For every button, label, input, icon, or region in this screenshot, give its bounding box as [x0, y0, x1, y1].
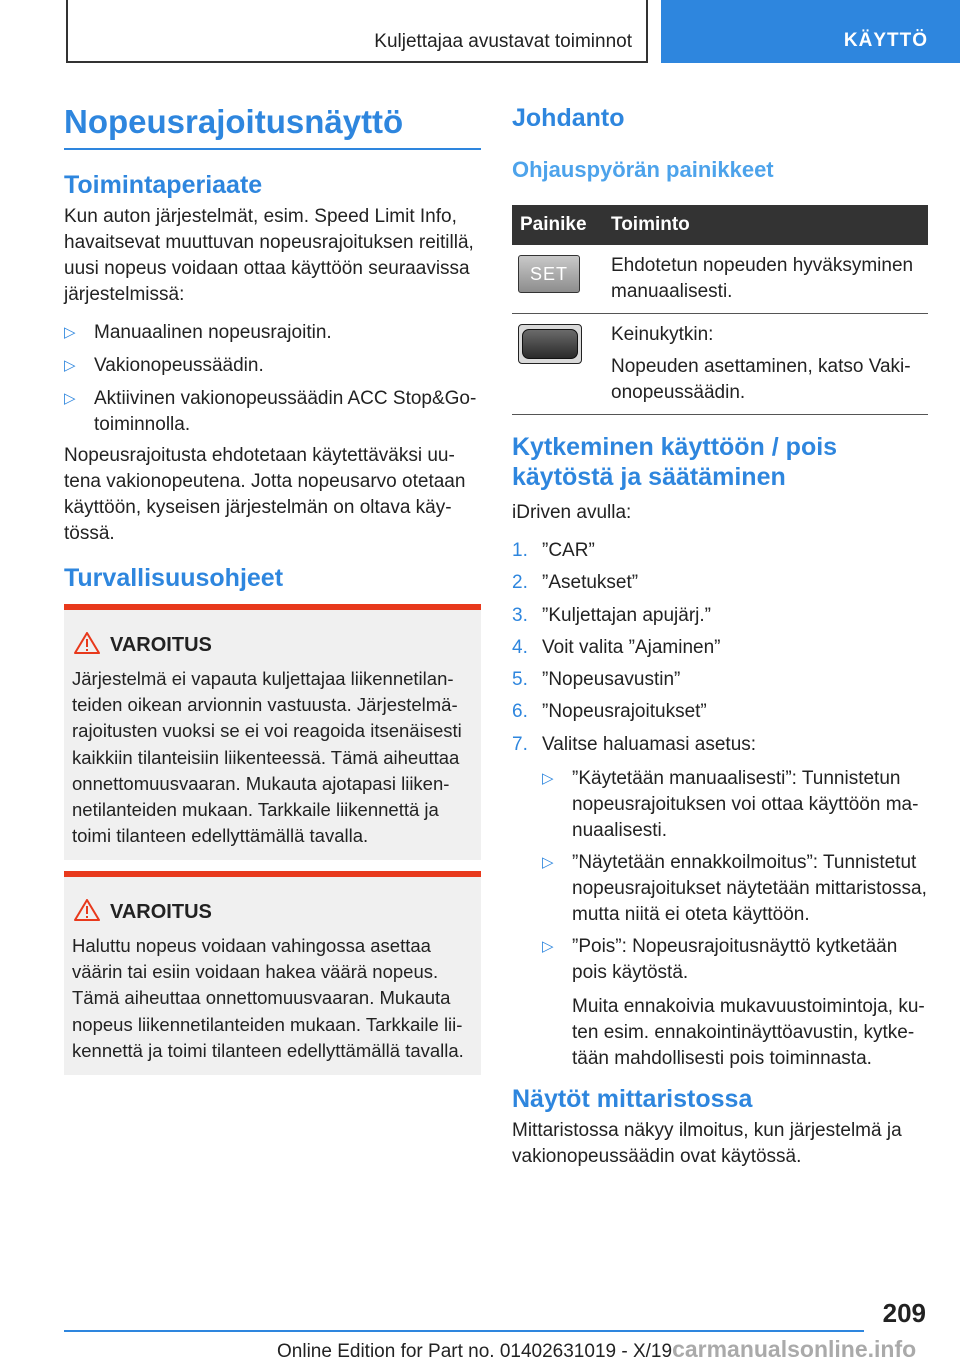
table-cell [512, 314, 603, 415]
triangle-bullet-icon: ▷ [542, 769, 554, 787]
heading-ohjauspyoran-painikkeet: Ohjauspyörän painikkeet [512, 157, 774, 182]
rocker-label: Keinukytkin: [611, 324, 714, 345]
rocker-description: Nopeuden asettaminen, katso Vakionopeussäädin. [611, 356, 911, 403]
rocker-switch-icon [518, 324, 582, 364]
section-toimintaperiaate [64, 170, 481, 547]
list-item: 5. ”Nopeusavustin” [512, 669, 681, 691]
list-item: 7. Valitse haluamasi asetus: ▷ ”Käytetään manuaalisesti”: Tunnistetun nopeusrajoituksen voi ottaa käyttöön manuaalisesti. ▷ ”Näytetään ennakkoilmoitus”: Tunnistetut nopeusrajoitukset näytetään mittaristossa, mutta niitä ei oteta käyttöön. ▷ ”Pois”: Nopeusrajoitusnäyttö kytketään pois käytöstä. Muita ennakoivia mukavuustoimintoja, kuten esim. ennakointinäyttöavustin, kytketään mahdollisesti pois toiminnasta. [512, 732, 928, 1073]
warning-text: Järjestelmä ei vapauta kuljettajaa liikennetilanteiden oikean arvionnin vastuusta. Järjestelmärajoitusten vuoksi se ei voi reagoida itsenäisesti kaikkiin tilanteisiin liikenteessä. Tämä aiheuttaa onnettomuusvaaran. Mukauta ajotapasi liikennetilanteiden mukaan. Tarkkaile liikennettä ja toimi tilanteen edellyttämällä tavalla. [72, 668, 462, 847]
list-item: 3. ”Kuljettajan apujärj.” [512, 604, 711, 626]
heading-naytot: Näytöt mittaristossa [512, 1085, 753, 1113]
edition-text: Online Edition for Part no. 01402631019 - X/19 [277, 1341, 673, 1362]
list-item: ▷ ”Käytetään manuaalisesti”: Tunnistetun nopeusrajoituksen voi ottaa käyttöön manuaalisesti. [542, 767, 919, 841]
idrive-intro: iDriven avulla: [512, 502, 632, 523]
heading-johdanto: Johdanto [512, 104, 625, 132]
site-watermark: carmanualsonline.info [672, 1336, 917, 1362]
warning-box-1 [64, 604, 481, 860]
steps-list [512, 538, 928, 1072]
table-header-row [512, 205, 928, 245]
footer-edition [277, 1336, 916, 1363]
buttons-table [512, 205, 928, 415]
section-naytot [512, 1084, 928, 1170]
warning-text: Haluttu nopeus voidaan vahingossa asettaa väärin tai esiin voidaan hakea väärä nopeus. Tämä aiheuttaa onnettomuusvaaran. Mukauta nopeus liikennetilanteiden mukaan. Tarkkaile liikennettä ja toimi tilanteen edellyttämällä tavalla. [72, 935, 464, 1061]
list-item: 4. Voit valita ”Ajaminen” [512, 636, 721, 658]
page-number: 209 [882, 1298, 926, 1328]
table-row [512, 314, 928, 415]
list-item: ▷ ”Näytetään ennakkoilmoitus”: Tunnistetut nopeusrajoitukset näytetään mittaristossa, mutta niitä ei oteta käyttöön. [542, 852, 927, 926]
heading-kytkeminen: Kytkeminen käyttöön / pois käytöstä ja säätäminen [512, 433, 838, 491]
chapter-tab-label: KÄYTTÖ [843, 30, 928, 51]
heading-turvallisuusohjeet: Turvallisuusohjeet [64, 564, 284, 592]
systems-list [64, 320, 481, 438]
triangle-bullet-icon: ▷ [542, 938, 554, 956]
set-button-icon: SET [518, 255, 580, 293]
list-item: ▷ ”Pois”: Nopeusrajoitusnäyttö kytketään pois käytöstä. Muita ennakoivia mukavuustoimintoja, kuten esim. ennakointinäyttöavustin, kytketään mahdollisesti pois toiminnasta. [542, 934, 928, 1072]
list-item: 1. ”CAR” [512, 540, 595, 561]
after-paragraph: Nopeusrajoitusta ehdotetaan käytettäväksi uutena vakionopeutena. Jotta nopeusarvo otetaan käyttöön, kyseisen järjestelmän on oltava käytössä. [64, 445, 466, 544]
intro-paragraph: Kun auton järjestelmät, esim. Speed Limit Info, havaitsevat muuttuvan nopeusrajoituksen reitillä, uusi nopeus voidaan ottaa käyttöön seuraavissa järjestelmissä: [64, 206, 474, 305]
footer-divider [64, 1330, 864, 1332]
options-list [542, 766, 928, 1073]
table-cell [603, 314, 928, 415]
warning-triangle-icon [74, 899, 100, 921]
triangle-bullet-icon: ▷ [542, 854, 554, 872]
warning-box-2 [64, 871, 481, 1075]
header-section-box [66, 0, 648, 63]
list-item: ▷ Vakionopeussäädin. [64, 353, 481, 379]
warning-title: VAROITUS [72, 630, 473, 660]
table-header-cell: Toiminto [603, 205, 928, 245]
triangle-bullet-icon: ▷ [64, 324, 76, 341]
page-title: Nopeusrajoitusnäyttö [64, 100, 481, 150]
section-turvallisuus [64, 563, 481, 593]
header-section-title: Kuljettajaa avustavat toiminnot [374, 31, 632, 52]
table-row [512, 245, 928, 314]
list-item: 2. ”Asetukset” [512, 572, 639, 594]
list-item: ▷ Aktiivinen vakionopeussäädin ACC Stop&Go-toiminnolla. [64, 388, 477, 435]
section-johdanto [512, 103, 928, 185]
warning-triangle-icon [74, 632, 100, 654]
warning-title: VAROITUS [72, 897, 473, 927]
table-cell [512, 245, 603, 314]
list-item: ▷ Manuaalinen nopeusrajoitin. [64, 320, 481, 346]
table-cell: Ehdotetun nopeuden hyväksyminen manuaalisesti. [603, 245, 928, 314]
naytot-text: Mittaristossa näkyy ilmoitus, kun järjestelmä ja vakionopeussäädin ovat käytössä. [512, 1120, 902, 1167]
triangle-bullet-icon: ▷ [64, 390, 76, 407]
triangle-bullet-icon: ▷ [64, 357, 76, 374]
header-chapter-tab[interactable] [661, 0, 960, 63]
table-header-cell: Painike [512, 205, 603, 245]
list-item: 6. ”Nopeusrajoitukset” [512, 701, 707, 723]
section-kytkeminen [512, 432, 928, 1079]
heading-toimintaperiaate: Toimintaperiaate [64, 171, 263, 199]
option-note: Muita ennakoivia mukavuustoimintoja, kuten esim. ennakointinäyttöavustin, kytketään mahdollisesti pois toiminnasta. [572, 996, 925, 1070]
